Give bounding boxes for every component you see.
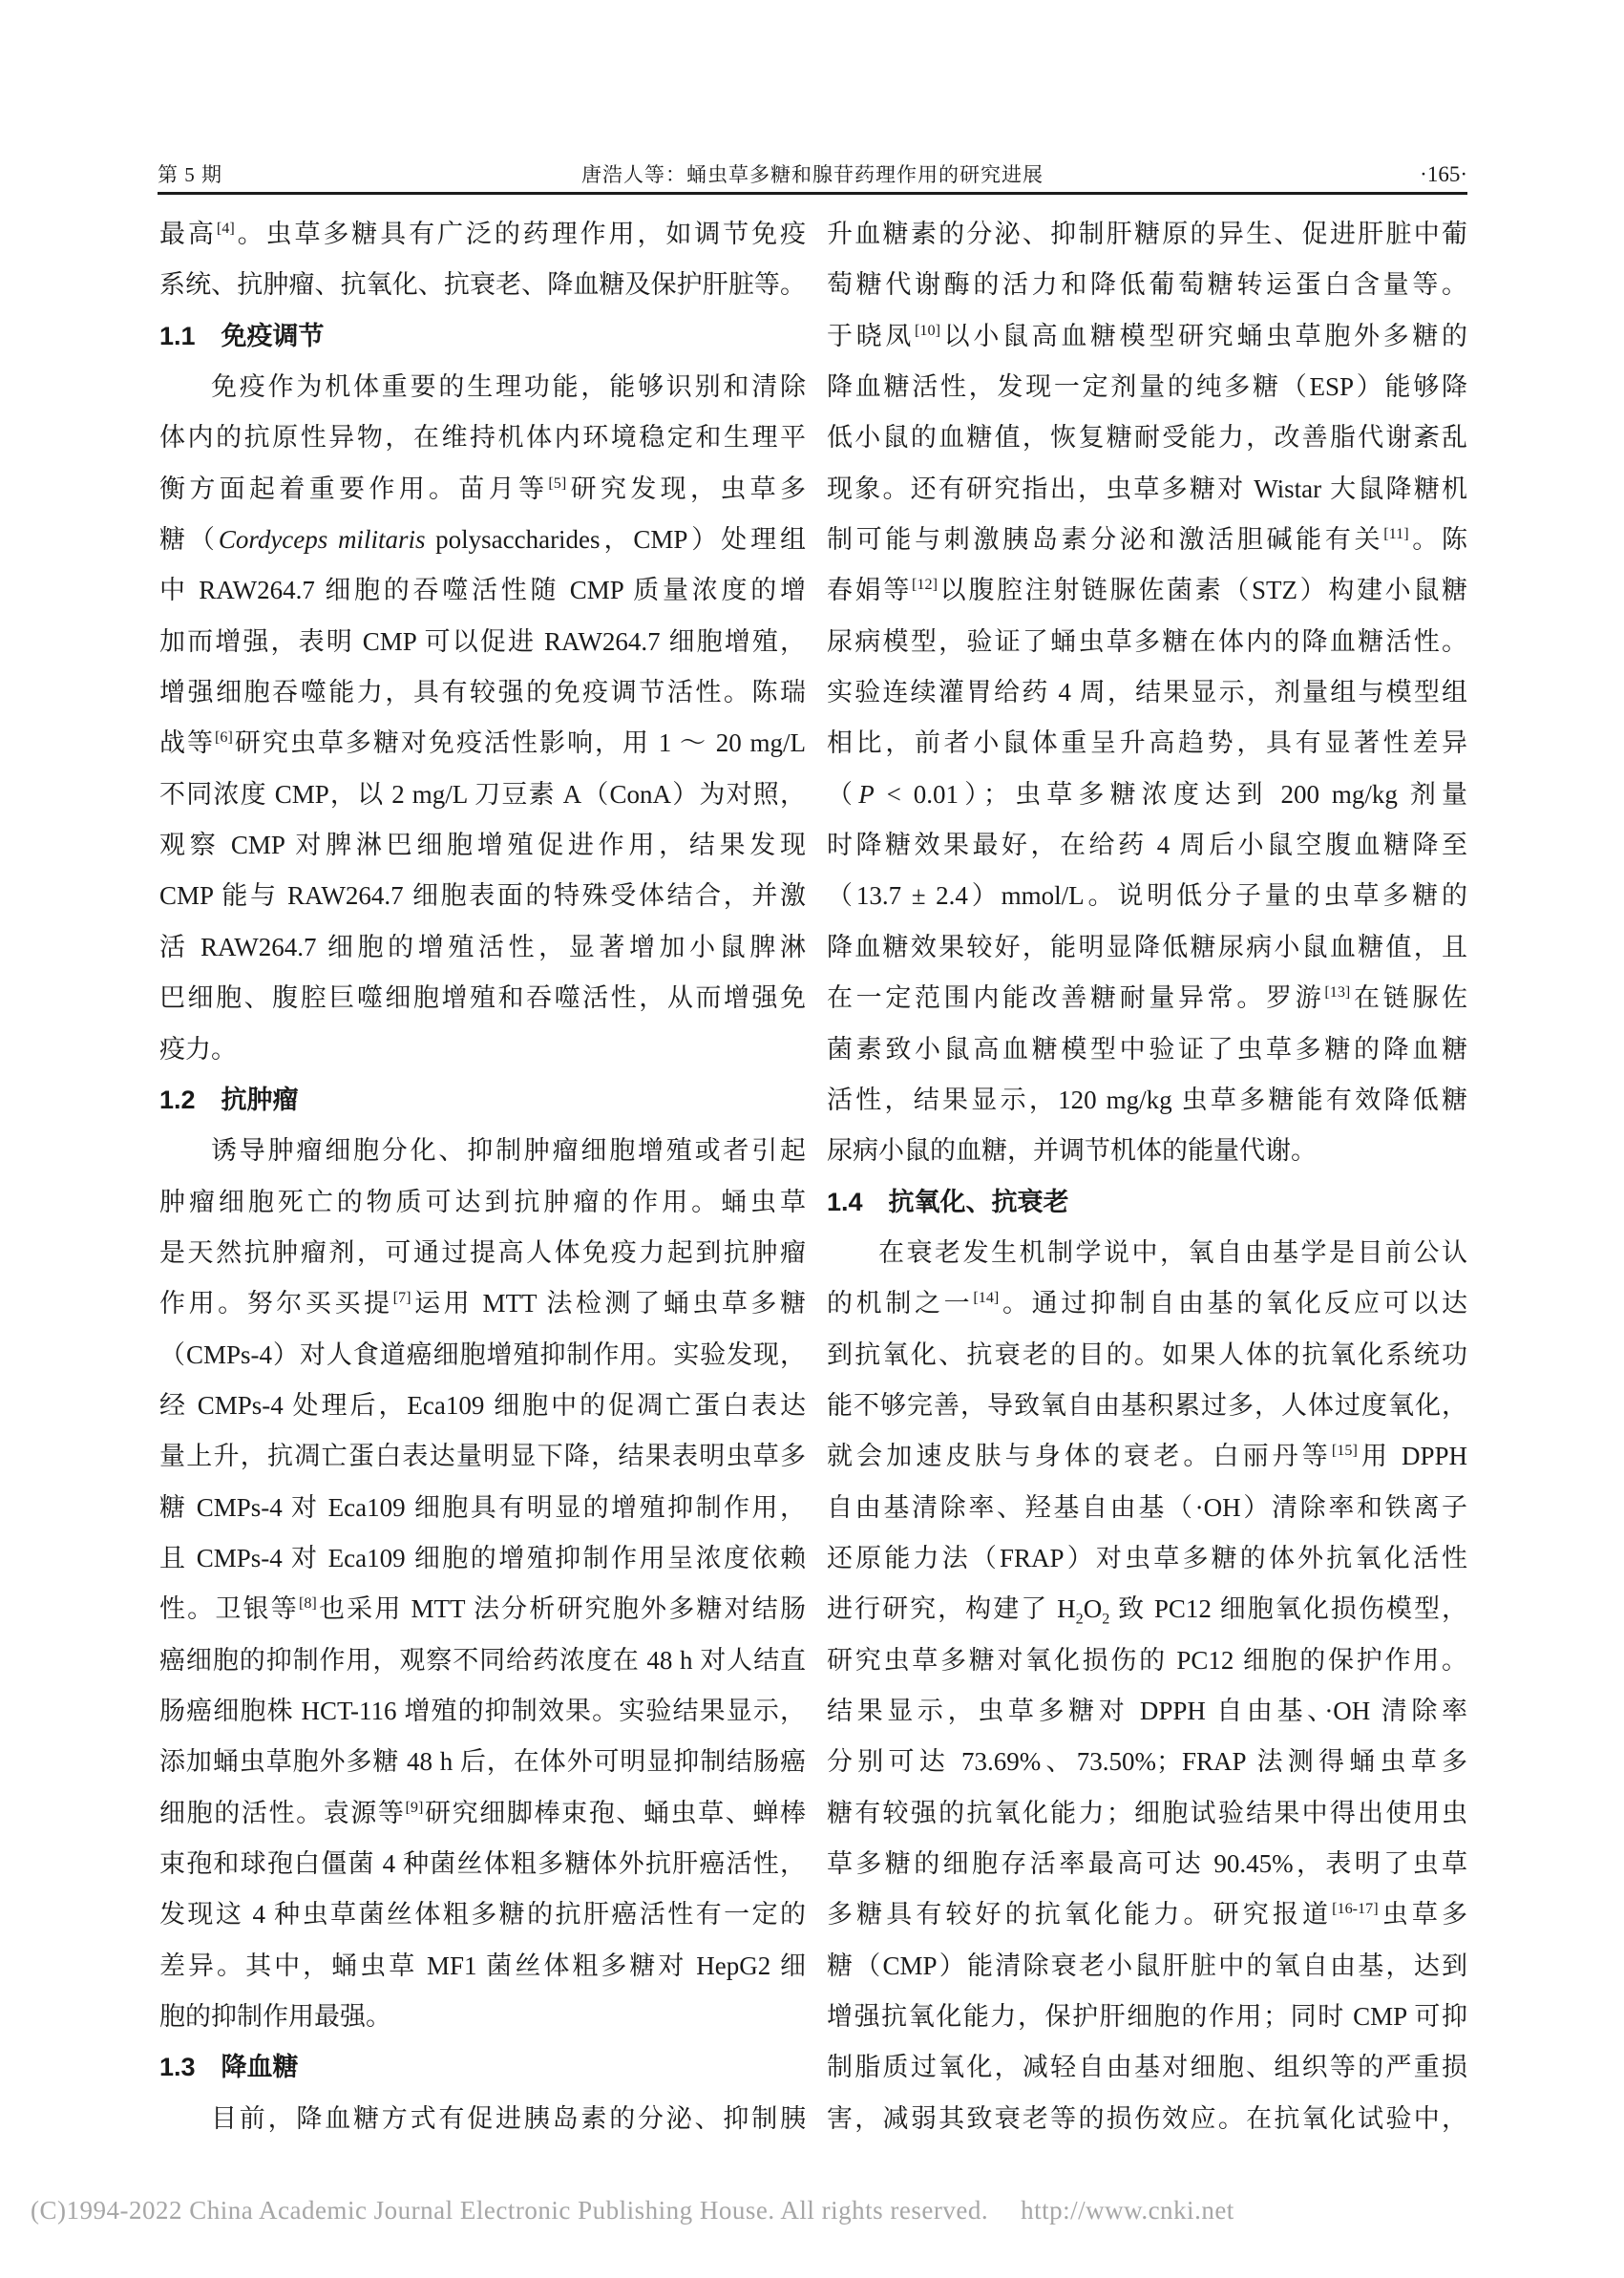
text-line: 尿病小鼠的血糖，并调节机体的能量代谢。 (827, 1136, 1317, 1166)
text-line: 中 RAW264.7 细胞的吞噬活性随 CMP 质量浓度的增 (159, 576, 806, 605)
text-line: 制脂质过氧化，减轻自由基对细胞、组织等的严重损 (827, 2053, 1467, 2082)
text-line: 肿瘤细胞死亡的物质可达到抗肿瘤的作用。蛹虫草 (159, 1187, 806, 1216)
text-line: 疫力。 (159, 1034, 237, 1064)
text-line: 现象。还有研究指出，虫草多糖对 Wistar 大鼠降糖机 (827, 474, 1467, 503)
text-line: 进行研究，构建了 $H_2O_2$ 致 PC12 细胞氧化损伤模型， (827, 1594, 1468, 1628)
text-line: 加而增强，表明 CMP 可以促进 RAW264.7 细胞增殖， (159, 626, 806, 656)
text-line: 诱导肿瘤细胞分化、抑制肿瘤细胞增殖或者引起 (211, 1136, 806, 1166)
text-line: （13.7 ± 2.4）mmol/L。说明低分子量的虫草多糖的 (827, 881, 1467, 911)
text-line: 束孢和球孢白僵菌 4 种菌丝体粗多糖体外抗肝癌活性， (159, 1849, 806, 1878)
text-line: 分别可达 73.69%、73.50%；FRAP 法测得蛹虫草多 (827, 1747, 1467, 1777)
text-line: 害，减弱其致衰老等的损伤效应。在抗氧化试验中， (827, 2103, 1467, 2133)
running-title: 唐浩人等：蛹虫草多糖和腺苷药理作用的研究进展 (581, 163, 1044, 186)
text-line: （CMPs-4）对人食道癌细胞增殖抑制作用。实验发现， (159, 1339, 806, 1369)
text-line: 菌素致小鼠高血糖模型中验证了虫草多糖的降血糖 (827, 1034, 1467, 1064)
text-line: 肠癌细胞株 HCT-116 增殖的抑制效果。实验结果显示， (159, 1696, 806, 1725)
text-line: 量上升，抗凋亡蛋白表达量明显下降，结果表明虫草多 (159, 1442, 806, 1471)
text-line: （P < 0.01）；虫草多糖浓度达到 200 mg/kg 剂量 (827, 779, 1468, 809)
text-line: 萄糖代谢酶的活力和降低葡萄糖转运蛋白含量等。 (827, 270, 1467, 300)
text-line: 糖 CMPs-4 对 Eca109 细胞具有明显的增殖抑制作用， (159, 1492, 806, 1522)
text-line: 最高[4]。虫草多糖具有广泛的药理作用，如调节免疫 (159, 220, 807, 248)
text-line: 多糖具有较好的抗氧化能力。研究报道[16-17]虫草多 (827, 1900, 1468, 1930)
text-line: 且 CMPs-4 对 Eca109 细胞的增殖抑制作用呈浓度依赖 (159, 1543, 806, 1572)
text-line: 到抗氧化、抗衰老的目的。如果人体的抗氧化系统功 (827, 1339, 1467, 1369)
text-line: 结果显示，虫草多糖对 DPPH 自由基、·OH 清除率 (827, 1696, 1467, 1725)
text-line: 添加蛹虫草胞外多糖 48 h 后，在体外可明显抑制结肠癌 (159, 1747, 806, 1777)
text-line: 活性，结果显示，120 mg/kg 虫草多糖能有效降低糖 (827, 1085, 1467, 1114)
text-line: 制可能与刺激胰岛素分泌和激活胆碱能有关[11]。陈 (827, 525, 1468, 555)
text-line: 战等[6]研究虫草多糖对免疫活性影响，用 1 ～ 20 mg/L (159, 728, 806, 758)
journal-issue: 第 5 期 (158, 163, 222, 186)
text-line: 增强细胞吞噬能力，具有较强的免疫调节活性。陈瑞 (159, 678, 806, 707)
text-line: 还原能力法（FRAP）对虫草多糖的体外抗氧化活性 (827, 1543, 1467, 1572)
text-line: 低小鼠的血糖值，恢复糖耐受能力，改善脂代谢紊乱 (827, 423, 1467, 453)
text-line: 癌细胞的抑制作用，观察不同给药浓度在 48 h 对人结直 (159, 1645, 806, 1675)
text-line: 目前，降血糖方式有促进胰岛素的分泌、抑制胰 (211, 2103, 806, 2133)
text-line: 升血糖素的分泌、抑制肝糖原的异生、促进肝脏中葡 (827, 220, 1467, 248)
text-line: 经 CMPs-4 处理后，Eca109 细胞中的促凋亡蛋白表达 (159, 1390, 806, 1420)
text-line: 1.3 降血糖 (159, 2053, 299, 2082)
text-line: 体内的抗原性异物，在维持机体内环境稳定和生理平 (159, 423, 806, 453)
text-line: 实验连续灌胃给药 4 周，结果显示，剂量组与模型组 (827, 678, 1467, 707)
text-line: 能不够完善，导致氧自由基积累过多，人体过度氧化， (827, 1390, 1467, 1420)
cnki-url: http://www.cnki.net (1021, 2196, 1234, 2225)
copyright-notice: (C)1994-2022 China Academic Journal Electronic Publishing House. All rights reserved. (31, 2196, 989, 2225)
text-line: 时降糖效果最好，在给药 4 周后小鼠空腹血糖降至 (827, 831, 1467, 860)
text-line: 活 RAW264.7 细胞的增殖活性，显著增加小鼠脾淋 (159, 932, 806, 961)
text-line: 发现这 4 种虫草菌丝体粗多糖的抗肝癌活性有一定的 (159, 1900, 806, 1930)
text-line: 研究虫草多糖对氧化损伤的 PC12 细胞的保护作用。 (827, 1645, 1467, 1675)
text-line: 1.2 抗肿瘤 (159, 1085, 299, 1114)
text-line: 巴细胞、腹腔巨噬细胞增殖和吞噬活性，从而增强免 (159, 983, 806, 1013)
text-line: 细胞的活性。袁源等[9]研究细脚棒束孢、蛹虫草、蝉棒 (159, 1798, 807, 1827)
text-line: 性。卫银等[8]也采用 MTT 法分析研究胞外多糖对结肠 (159, 1594, 806, 1624)
text-line: 降血糖效果较好，能明显降低糖尿病小鼠血糖值，且 (827, 932, 1467, 961)
text-line: 自由基清除率、羟基自由基（·OH）清除率和铁离子 (827, 1492, 1467, 1522)
text-line: 作用。努尔买买提[7]运用 MTT 法检测了蛹虫草多糖 (159, 1289, 807, 1318)
text-line: 草多糖的细胞存活率最高可达 90.45%，表明了虫草 (827, 1849, 1467, 1878)
text-line: 糖（Cordyceps militaris polysaccharides，CMP）处理组 (159, 525, 807, 555)
text-line: 的机制之一[14]。通过抑制自由基的氧化反应可以达 (827, 1289, 1468, 1318)
page-header (158, 162, 1467, 187)
text-line: 是天然抗肿瘤剂，可通过提高人体免疫力起到抗肿瘤 (159, 1237, 806, 1267)
page-number: ·165· (1420, 162, 1467, 186)
text-line: 糖（CMP）能清除衰老小鼠肝脏中的氧自由基，达到 (827, 1951, 1467, 1980)
text-line: CMP 能与 RAW264.7 细胞表面的特殊受体结合，并激 (159, 881, 806, 911)
text-line: 就会加速皮肤与身体的衰老。白丽丹等[15]用 DPPH (827, 1442, 1468, 1471)
text-line: 尿病模型，验证了蛹虫草多糖在体内的降血糖活性。 (827, 626, 1467, 656)
text-line: 1.4 抗氧化、抗衰老 (827, 1187, 1069, 1216)
text-line: 差异。其中，蛹虫草 MF1 菌丝体粗多糖对 HepG2 细 (159, 1951, 806, 1980)
text-line: 相比，前者小鼠体重呈升高趋势，具有显著性差异 (827, 728, 1467, 758)
header-divider (158, 192, 1467, 195)
text-line: 在一定范围内能改善糖耐量异常。罗游[13]在链脲佐 (827, 983, 1468, 1013)
text-line: 不同浓度 CMP，以 2 mg/L 刀豆素 A（ConA）为对照， (159, 779, 806, 809)
text-line: 系统、抗肿瘤、抗氧化、抗衰老、降血糖及保护肝脏等。 (159, 270, 806, 300)
text-line: 于晓凤[10]以小鼠高血糖模型研究蛹虫草胞外多糖的 (827, 321, 1468, 350)
column-left (159, 209, 806, 2144)
column-right (827, 209, 1467, 2144)
text-line: 增强抗氧化能力，保护肝细胞的作用；同时 CMP 可抑 (827, 2002, 1467, 2032)
text-line: 观察 CMP 对脾淋巴细胞增殖促进作用，结果发现 (159, 831, 806, 860)
text-line: 春娟等[12]以腹腔注射链脲佐菌素（STZ）构建小鼠糖 (827, 576, 1467, 605)
text-line: 衡方面起着重要作用。苗月等[5]研究发现，虫草多 (159, 474, 807, 503)
text-line: 1.1 免疫调节 (159, 321, 325, 350)
text-line: 胞的抑制作用最强。 (159, 2002, 391, 2032)
text-line: 糖有较强的抗氧化能力；细胞试验结果中得出使用虫 (827, 1798, 1467, 1827)
text-line: 降血糖活性，发现一定剂量的纯多糖（ESP）能够降 (827, 372, 1467, 402)
page-footer (31, 2196, 1596, 2225)
text-line: 免疫作为机体重要的生理功能，能够识别和清除 (211, 372, 806, 402)
text-line: 在衰老发生机制学说中，氧自由基学是目前公认 (878, 1237, 1467, 1267)
